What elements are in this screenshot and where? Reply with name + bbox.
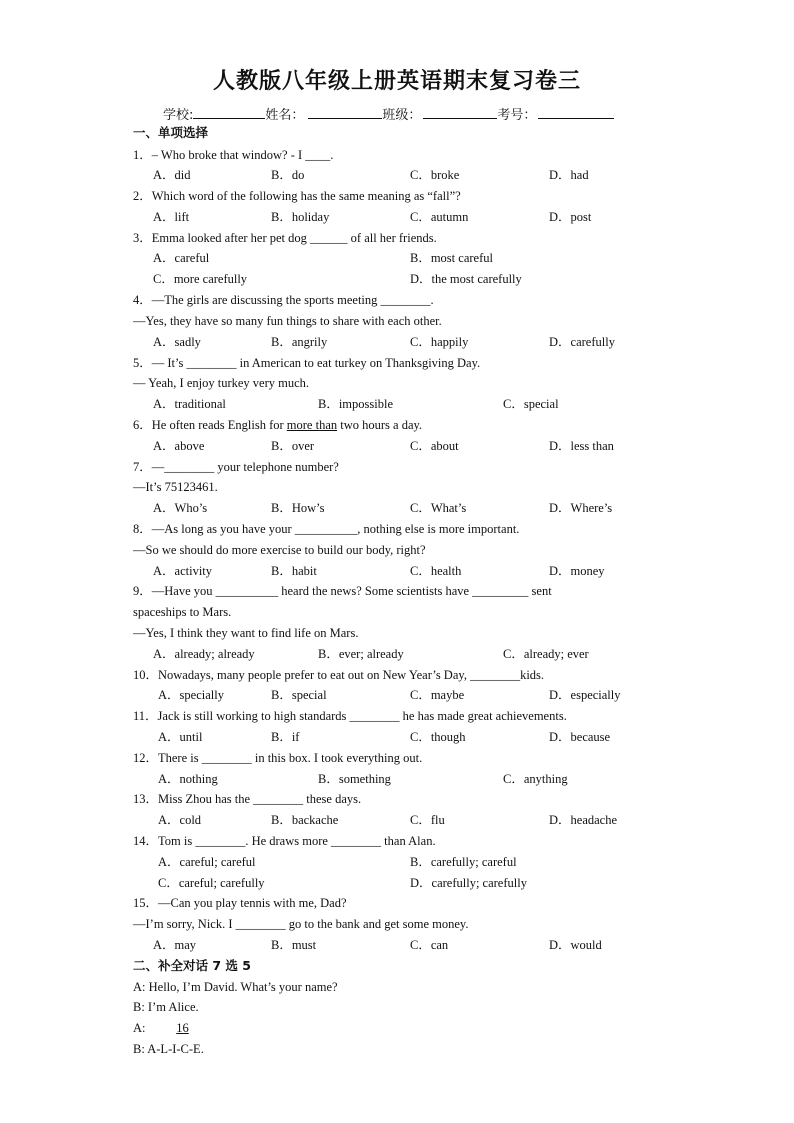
q12-option-a[interactable]: A．nothing <box>158 772 218 786</box>
q9-option-b[interactable]: B．ever; already <box>318 647 404 661</box>
q13-option-b[interactable]: B．backache <box>271 813 339 827</box>
dialogue-line-1: A: Hello, I’m David. What’s your name? <box>133 980 338 994</box>
question-8-stem: 8．—As long as you have your __________, nothing else is more important. <box>133 522 520 536</box>
q11-option-c[interactable]: C．though <box>410 730 466 744</box>
number-blank[interactable] <box>538 106 614 119</box>
q15-option-d[interactable]: D．would <box>549 938 602 952</box>
q15-option-b[interactable]: B．must <box>271 938 317 952</box>
question-4-stem: 4．—The girls are discussing the sports meeting ________. <box>133 293 434 307</box>
q6-stem-pre: 6．He often reads English for <box>133 418 287 432</box>
question-2-stem: 2．Which word of the following has the same meaning as “fall”? <box>133 189 461 203</box>
q7-option-c[interactable]: C．What’s <box>410 501 467 515</box>
question-11-stem: 11．Jack is still working to high standards ________ he has made great achievements. <box>133 709 567 723</box>
q14-option-b[interactable]: B．carefully; careful <box>410 855 517 869</box>
q4-option-b[interactable]: B．angrily <box>271 335 328 349</box>
q12-option-b[interactable]: B．something <box>318 772 391 786</box>
q7-option-d[interactable]: D．Where’s <box>549 501 613 515</box>
q10-option-c[interactable]: C．maybe <box>410 688 465 702</box>
question-15-line-2: —I’m sorry, Nick. I ________ go to the bank and get some money. <box>133 917 469 931</box>
question-7-stem: 7．—________ your telephone number? <box>133 460 339 474</box>
q11-option-a[interactable]: A．until <box>158 730 203 744</box>
q14-option-d[interactable]: D．carefully; carefully <box>410 876 527 890</box>
q1-option-c[interactable]: C．broke <box>410 168 460 182</box>
q4-option-a[interactable]: A．sadly <box>153 335 201 349</box>
q6-option-c[interactable]: C．about <box>410 439 459 453</box>
q2-option-b[interactable]: B．holiday <box>271 210 330 224</box>
q15-option-a[interactable]: A．may <box>153 938 197 952</box>
q1-option-d[interactable]: D．had <box>549 168 589 182</box>
question-9-stem: 9．—Have you __________ heard the news? Some scientists have _________ sent <box>133 584 552 598</box>
q2-option-c[interactable]: C．autumn <box>410 210 469 224</box>
q7-option-a[interactable]: A．Who’s <box>153 501 208 515</box>
q11-option-d[interactable]: D．because <box>549 730 611 744</box>
question-8-line-2: —So we should do more exercise to build our body, right? <box>133 543 426 557</box>
question-1-stem: 1．– Who broke that window? - I ____. <box>133 148 334 162</box>
q10-option-b[interactable]: B．special <box>271 688 327 702</box>
question-10-stem: 10．Nowadays, many people prefer to eat out on New Year’s Day, ________kids. <box>133 668 545 682</box>
q5-option-c[interactable]: C．special <box>503 397 559 411</box>
q14-option-a[interactable]: A．careful; careful <box>158 855 256 869</box>
q6-stem-post: two hours a day. <box>337 418 423 432</box>
q3-option-d[interactable]: D．the most carefully <box>410 272 522 286</box>
q13-option-d[interactable]: D．headache <box>549 813 618 827</box>
q8-option-b[interactable]: B．habit <box>271 564 317 578</box>
question-15-stem: 15．—Can you play tennis with me, Dad? <box>133 896 347 910</box>
dialogue-line-2: B: I’m Alice. <box>133 1000 199 1014</box>
q15-option-c[interactable]: C．can <box>410 938 449 952</box>
q4-option-c[interactable]: C．happily <box>410 335 469 349</box>
q9-option-a[interactable]: A．already; already <box>153 647 255 661</box>
class-blank[interactable] <box>423 106 497 119</box>
number-label: 考号： <box>497 108 537 123</box>
q8-option-a[interactable]: A．activity <box>153 564 213 578</box>
question-13-stem: 13．Miss Zhou has the ________ these days. <box>133 792 362 806</box>
student-info-line <box>163 104 614 123</box>
q9-option-c[interactable]: C．already; ever <box>503 647 589 661</box>
q1-option-b[interactable]: B．do <box>271 168 305 182</box>
q7-option-b[interactable]: B．How’s <box>271 501 325 515</box>
q4-option-d[interactable]: D．carefully <box>549 335 615 349</box>
name-label: 姓名： <box>265 108 305 123</box>
question-3-stem: 3．Emma looked after her pet dog ______ of all her friends. <box>133 231 437 245</box>
school-label: 学校: <box>163 108 194 123</box>
q3-option-b[interactable]: B．most careful <box>410 251 493 265</box>
q2-option-d[interactable]: D．post <box>549 210 592 224</box>
q6-option-b[interactable]: B．over <box>271 439 315 453</box>
q5-option-a[interactable]: A．traditional <box>153 397 226 411</box>
question-6-stem <box>133 417 422 433</box>
q6-option-d[interactable]: D．less than <box>549 439 614 453</box>
name-blank[interactable] <box>308 106 382 119</box>
q10-option-d[interactable]: D．especially <box>549 688 621 702</box>
q5-option-b[interactable]: B．impossible <box>318 397 394 411</box>
q6-underlined-phrase: more than <box>286 418 338 432</box>
speaker-a-label: A: <box>133 1021 146 1035</box>
question-9-line-2: spaceships to Mars. <box>133 605 232 619</box>
dialogue-line-4: B: A-L-I-C-E. <box>133 1042 204 1056</box>
q14-option-c[interactable]: C．careful; carefully <box>158 876 265 890</box>
q13-option-a[interactable]: A．cold <box>158 813 202 827</box>
question-5-stem: 5．— It’s ________ in American to eat turkey on Thanksgiving Day. <box>133 356 481 370</box>
q13-option-c[interactable]: C．flu <box>410 813 445 827</box>
q2-option-a[interactable]: A．lift <box>153 210 190 224</box>
section2-heading: 二、补全对话 7 选 5 <box>133 958 251 973</box>
q1-option-a[interactable]: A．did <box>153 168 191 182</box>
q6-option-a[interactable]: A．above <box>153 439 205 453</box>
answer-blank-16[interactable]: 16 <box>176 1021 189 1035</box>
school-blank[interactable] <box>193 106 265 119</box>
question-9-line-3: —Yes, I think they want to find life on Mars. <box>133 626 359 640</box>
question-4-line-2: —Yes, they have so many fun things to share with each other. <box>133 314 442 328</box>
q8-option-c[interactable]: C．health <box>410 564 462 578</box>
q3-option-c[interactable]: C．more carefully <box>153 272 248 286</box>
question-7-line-2: —It’s 75123461. <box>133 480 218 494</box>
question-14-stem: 14．Tom is ________. He draws more ________ than Alan. <box>133 834 436 848</box>
q3-option-a[interactable]: A．careful <box>153 251 210 265</box>
q11-option-b[interactable]: B．if <box>271 730 300 744</box>
question-5-line-2: — Yeah, I enjoy turkey very much. <box>133 376 310 390</box>
q10-option-a[interactable]: A．specially <box>158 688 224 702</box>
question-12-stem: 12．There is ________ in this box. I took everything out. <box>133 751 423 765</box>
page-title: 人教版八年级上册英语期末复习卷三 <box>212 68 581 94</box>
class-label: 班级： <box>382 108 422 123</box>
section1-heading: 一、单项选择 <box>133 125 209 140</box>
q8-option-d[interactable]: D．money <box>549 564 605 578</box>
dialogue-line-3 <box>133 1020 206 1036</box>
q12-option-c[interactable]: C．anything <box>503 772 568 786</box>
